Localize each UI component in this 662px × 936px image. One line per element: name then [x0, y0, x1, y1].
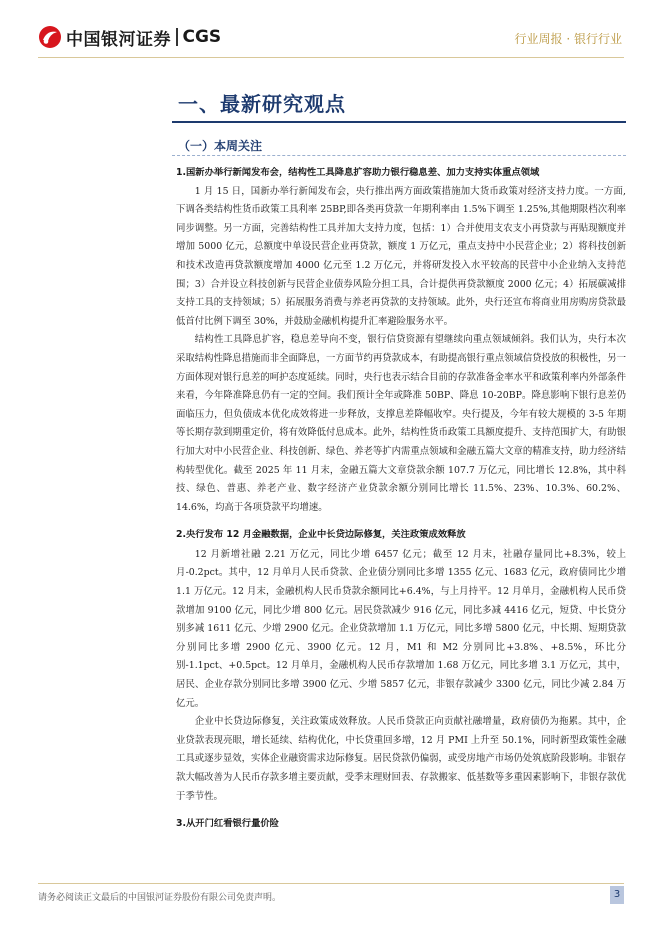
item-heading-3: 3.从开门红看银行量价险	[176, 818, 279, 830]
article-body	[176, 163, 626, 835]
logo-text-cn: 中国银河证券	[66, 29, 171, 50]
paragraph: 结构性工具降息扩容，稳息差导向不变，银行信贷资源有望继续向重点领域倾斜。我们认为，央行本次采取结构性降息措施而非全面降息，一方面节约再贷款成本，有助提高银行重点领域信贷投放的积极性，另一方面体现对银行息差的呵护态度延续。同时，央行也表示结合目前的存款准备金率水平和政策利率内外部条件来看，今年降准降息仍有一定的空间。我们预计全年或降准 50BP、降息 10-20BP。降息影响下银行息差仍面临压力，但负债成本优化成效将进一步释放，支撑息差降幅收窄。央行提及，今年有较大规模的 3-5 年期等长期存款到期重定价，将有效降低付息成本。此外，结构性货币政策工具额度提升、支持范围扩大，有助银行加大对中小民营企业、科技创新、绿色、养老等扩内需重点领域和金融五篇大文章的精准支持，助力经济结构转型优化。截至 2025 年 11 月末，金融五篇大文章贷款余额 107.7 万亿元，同比增长 12.8%，其中科技、绿色、普惠、养老产业、数字经济产业贷款余额分别同比增长 11.5%、23%、10.3%、60.2%、14.6%，均高于各项贷款平均增速。	[176, 334, 627, 513]
section-divider	[172, 121, 626, 123]
footer-divider	[38, 883, 624, 884]
logo-divider	[176, 28, 178, 46]
item-heading-2: 2.央行发布 12 月金融数据，企业中长贷边际修复，关注政策成效释放	[176, 529, 466, 541]
item-heading-1: 1.国新办举行新闻发布会，结构性工具降息扩容助力银行稳息差、加力支持实体重点领域	[176, 167, 540, 178]
paragraph: 1 月 15 日，国新办举行新闻发布会，央行推出两方面政策措施加大货币政策对经济支持力度。一方面,下调各类结构性货币政策工具利率 25BP,即各类再贷款一年期利率由 1.5%下调至 1.25%,其他期限档次利率同步调整。另一方面，完善结构性工具并加大支持力度，包括：1）合并使用支农支小再贷款与再贴现额度并增加 5000 亿元，总额度中单设民营企业再贷款，额度 1 万亿元，重点支持中小民营企业；2）将科技创新和技术改造再贷款额度增加 4000 亿元至 1.2 万亿元，并将研发投入水平较高的民营中小企业纳入支持范围；3）合并设立科技创新与民营企业债券风险分担工具，合计提供再贷款额度 2000 亿元；4）拓展碳减排支持工具的支持领域；5）拓展服务消费与养老再贷款的支持领域。此外，央行还宣布将商业用房购房贷款最低首付比例下调至 30%，并鼓励金融机构提升汇率避险服务水平。	[176, 185, 626, 327]
header-divider	[38, 57, 624, 58]
logo-text-en: CGS	[182, 27, 222, 47]
cgs-logo-icon	[38, 25, 62, 49]
logo	[38, 24, 221, 50]
page-header	[0, 0, 662, 62]
paragraph: 12 月新增社融 2.21 万亿元，同比少增 6457 亿元；截至 12 月末，社融存量同比+8.3%，较上月-0.2pct。其中，12 月单月人民币贷款、企业债分别同比多增 1355 亿元、1683 亿元，政府债同比少增 1.1 万亿元。12 月末，金融机构人民币贷款余额同比+6.4%，与上月持平。12 月单月，金融机构人民币贷款增加 9100 亿元，同比少增 800 亿元。居民贷款减少 916 亿元，同比多减 4416 亿元，短贷、中长贷分别多减 1611 亿元、少增 2900 亿元。企业贷款增加 1.1 万亿元，同比多增 5800 亿元，中长期、短期贷款分别同比多增 2900 亿元、3900 亿元。12 月，M1 和 M2 分别同比+3.8%、+8.5%，环比分别-1.1pct、+0.5pct。12 月单月，金融机构人民币存款增加 1.68 万亿元，同比多增 3.1 万亿元，其中，居民、企业存款分别同比多增 3900 亿元、少增 5857 亿元，非银存款减少 3300 亿元，同比少减 2.84 万亿元。	[176, 548, 626, 709]
section-title: 一、最新研究观点	[178, 92, 346, 116]
sub-section-divider	[172, 155, 626, 157]
report-category: 行业周报 · 银行行业	[514, 32, 622, 46]
disclaimer-text: 请务必阅读正文最后的中国银河证券股份有限公司免责声明。	[38, 893, 282, 903]
page-number: 3	[610, 886, 624, 904]
sub-section-title: （一）本周关注	[178, 139, 263, 153]
paragraph: 企业中长贷边际修复，关注政策成效释放。人民币贷款正向贡献社融增量，政府债仍为拖累。其中，企业贷款表现亮眼，增长延续、结构优化，中长贷重回多增，12 月 PMI 上升至 50.1%，同时新型政策性金融工具或逐步显效，实体企业融资需求边际修复。居民贷款仍偏弱，或受房地产市场仍处筑底阶段影响。非银存款大幅改善为人民币存款多增主要贡献，受季末理财回表、存款搬家、低基数等多重因素影响下，非银存款优于季节性。	[176, 716, 627, 802]
